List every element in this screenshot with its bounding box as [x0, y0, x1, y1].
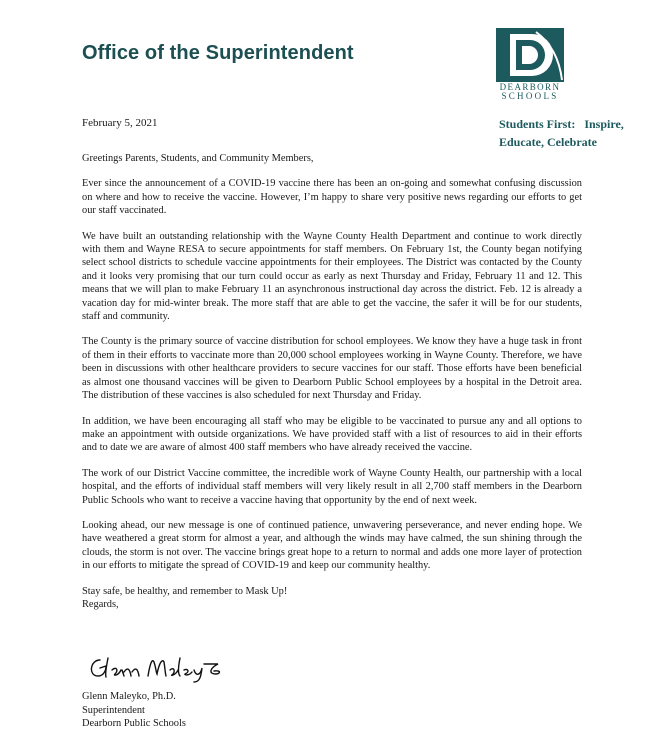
paragraph: Looking ahead, our new message is one of continued patience, unwavering perseverance, and never ending hope. We have weathered a great storm for almost a year, and although the winds may have calmed, the sun shining through the clouds, the storm is not over. The vaccine brings great hope to a return to normal and adds one more layer of protection in our efforts to mitigate the spread of COVID-19 and keep our community healthy. — [82, 519, 582, 572]
letter-date: February 5, 2021 — [82, 117, 158, 129]
motto — [499, 115, 629, 151]
closing-line: Stay safe, be healthy, and remember to Mask Up! — [82, 585, 288, 597]
motto-line1: Students First: Inspire, — [499, 117, 624, 131]
logo-text-line1: DEARBORN — [499, 82, 561, 92]
signer-org: Dearborn Public Schools — [82, 718, 186, 730]
paragraph: The work of our District Vaccine committee, the incredible work of Wayne County Health, our partnership with a local hospital, and the efforts of individual staff members will very likely result in all 2,700 staff members in the Dearborn Public Schools who want to receive a vaccine having that opportunity by the end of next week. — [82, 467, 582, 506]
motto-line2: Educate, Celebrate — [499, 135, 597, 149]
logo-text-line2: SCHOOLS — [501, 91, 559, 101]
signer-title: Superintendent — [82, 704, 145, 716]
paragraph: In addition, we have been encouraging all staff who may be eligible to be vaccinated to pursue any and all options to make an appointment with outside organizations. We have provided staff with a list of resources to aid in their efforts and to date we are aware of almost 400 staff members who have already received the vaccine. — [82, 415, 582, 454]
paragraph: Ever since the announcement of a COVID-19 vaccine there has been an on-going and somewhat confusing discussion on where and how to receive the vaccine. However, I’m happy to share very positive news regarding our efforts to get our staff vaccinated. — [82, 178, 582, 217]
paragraph: We have built an outstanding relationship with the Wayne County Health Department and continue to work directly with them and Wayne RESA to secure appointments for staff members. On February 1st, the County began notifying select school districts to schedule vaccine appointments for their employees. The District was contacted by the County and it looks very promising that our turn could occur as early as next Thursday and Friday, February 11 and 12. This means that we will plan to make February 11 an asynchronous instructional day across the district. Feb. 12 is already a vacation day for mid-winter break. The more staff that are able to get the vaccine, the safer it will be for our students, staff and community. — [82, 230, 582, 323]
signer-name: Glenn Maleyko, Ph.D. — [82, 691, 176, 702]
greeting: Greetings Parents, Students, and Community Members, — [82, 153, 314, 164]
regards: Regards, — [82, 598, 119, 610]
office-title: Office of the Superintendent — [82, 42, 354, 64]
signature-block — [82, 690, 186, 731]
paragraph: The County is the primary source of vaccine distribution for school employees. We know they have a huge task in front of them in their efforts to vaccinate more than 20,000 school employees working in Wayne County. Therefore, we have been in discussions with other healthcare providers to secure vaccines for our staff. Those efforts have been beneficial as almost one thousand vaccines will be given to Dearborn Public School employees by a hospital in the Detroit area. The distribution of these vaccines is also scheduled for next Thursday and Friday. — [82, 336, 582, 402]
letter-body — [82, 152, 582, 611]
handwritten-signature-icon — [86, 650, 226, 684]
